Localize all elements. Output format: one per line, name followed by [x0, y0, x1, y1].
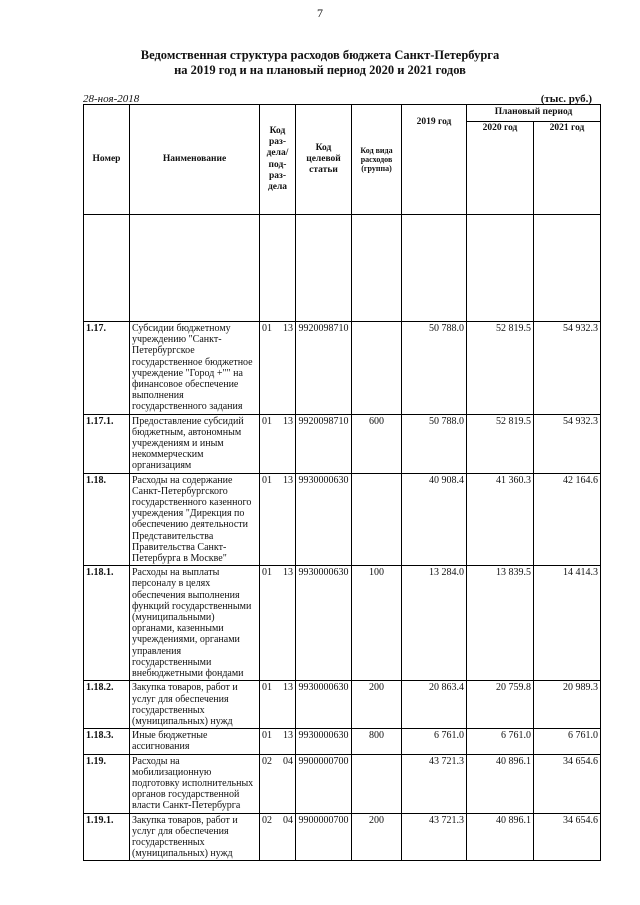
row-article: 9920098710	[296, 414, 352, 473]
row-value-2020: 40 896.1	[467, 754, 534, 813]
row-subsection-code: 13	[283, 474, 293, 486]
row-section-code: 02	[262, 755, 272, 767]
row-value-2019: 20 863.4	[402, 681, 467, 729]
row-name: Предоставление субсидий бюджетным, автономным учреждениям и иным некоммерческим организациям	[130, 414, 260, 473]
row-section	[260, 473, 296, 566]
row-article: 9920098710	[296, 322, 352, 415]
document-title	[0, 48, 640, 78]
header-number: Номер	[84, 105, 130, 215]
row-subsection-code: 13	[283, 415, 293, 427]
row-value-2019: 50 788.0	[402, 322, 467, 415]
table-body	[84, 215, 601, 861]
row-section-code: 01	[262, 415, 272, 427]
row-value-2021: 20 989.3	[534, 681, 601, 729]
row-type: 100	[352, 566, 402, 681]
table-row	[84, 754, 601, 813]
row-subsection-code: 13	[283, 730, 293, 742]
row-article: 9900000700	[296, 813, 352, 861]
table-row	[84, 729, 601, 754]
row-number: 1.18.	[84, 473, 130, 566]
row-name: Расходы на мобилизационную подготовку исполнительных органов государственной власти Санкт-Петербурга	[130, 754, 260, 813]
row-section	[260, 414, 296, 473]
row-number: 1.18.2.	[84, 681, 130, 729]
row-article: 9930000630	[296, 729, 352, 754]
row-type	[352, 754, 402, 813]
row-type	[352, 473, 402, 566]
row-type: 200	[352, 681, 402, 729]
row-value-2021: 54 932.3	[534, 322, 601, 415]
budget-table	[83, 104, 601, 861]
title-line-1: Ведомственная структура расходов бюджета Санкт-Петербурга	[140, 48, 500, 62]
header-plan-period: Плановый период	[467, 105, 601, 122]
row-number: 1.18.3.	[84, 729, 130, 754]
title-line-2: на 2019 год и на плановый период 2020 и 2021 годов	[174, 63, 466, 77]
header-2021: 2021 год	[534, 122, 601, 215]
row-value-2021: 42 164.6	[534, 473, 601, 566]
row-section-code: 02	[262, 814, 272, 826]
row-article: 9930000630	[296, 473, 352, 566]
row-value-2020: 20 759.8	[467, 681, 534, 729]
row-article: 9930000630	[296, 566, 352, 681]
row-name: Расходы на выплаты персоналу в целях обеспечения выполнения функций государственными (муниципальными) органами, казенными учреждениями, органами управления государственными внебюджетными фондами	[130, 566, 260, 681]
header-2020: 2020 год	[467, 122, 534, 215]
row-value-2021: 34 654.6	[534, 813, 601, 861]
header-article: Код целевой статьи	[296, 105, 352, 215]
row-number: 1.18.1.	[84, 566, 130, 681]
spacer-row	[84, 215, 601, 322]
page-number: 7	[317, 6, 323, 20]
row-value-2019: 43 721.3	[402, 813, 467, 861]
row-subsection-code: 13	[283, 682, 293, 694]
row-value-2019: 13 284.0	[402, 566, 467, 681]
table-row	[84, 566, 601, 681]
row-subsection-code: 13	[283, 323, 293, 334]
header-section: Код раз- дела/ под- раз- дела	[260, 105, 296, 215]
row-subsection-code: 04	[283, 814, 293, 826]
row-type: 800	[352, 729, 402, 754]
table-row	[84, 322, 601, 415]
row-value-2020: 6 761.0	[467, 729, 534, 754]
row-section	[260, 813, 296, 861]
row-article: 9930000630	[296, 681, 352, 729]
row-value-2021: 54 932.3	[534, 414, 601, 473]
row-section	[260, 566, 296, 681]
row-name: Субсидии бюджетному учреждению "Санкт-Петербургское государственное бюджетное учреждение "Город +"" на финансовое обеспечение выполнения государственного задания	[130, 322, 260, 415]
row-name: Закупка товаров, работ и услуг для обеспечения государственных (муниципальных) нужд	[130, 681, 260, 729]
row-value-2021: 14 414.3	[534, 566, 601, 681]
row-section	[260, 754, 296, 813]
row-value-2020: 13 839.5	[467, 566, 534, 681]
header-type: Код вида расходов (группа)	[352, 105, 402, 215]
row-name: Расходы на содержание Санкт-Петербургского государственного казенного учреждения "Дирекция по обеспечению деятельности Представительства Правительства Санкт-Петербурга в Москве"	[130, 473, 260, 566]
row-type	[352, 322, 402, 415]
row-value-2021: 6 761.0	[534, 729, 601, 754]
row-subsection-code: 13	[283, 567, 293, 579]
row-name: Закупка товаров, работ и услуг для обеспечения государственных (муниципальных) нужд	[130, 813, 260, 861]
row-section	[260, 729, 296, 754]
row-value-2020: 52 819.5	[467, 414, 534, 473]
table-row	[84, 813, 601, 861]
row-type: 200	[352, 813, 402, 861]
row-subsection-code: 04	[283, 755, 293, 767]
row-section-code: 01	[262, 682, 272, 694]
row-section-code: 01	[262, 474, 272, 486]
row-section	[260, 322, 296, 415]
row-value-2021: 34 654.6	[534, 754, 601, 813]
row-section-code: 01	[262, 730, 272, 742]
row-type: 600	[352, 414, 402, 473]
row-value-2019: 40 908.4	[402, 473, 467, 566]
row-value-2019: 50 788.0	[402, 414, 467, 473]
row-value-2019: 43 721.3	[402, 754, 467, 813]
row-number: 1.17.1.	[84, 414, 130, 473]
table-row	[84, 414, 601, 473]
row-number: 1.19.1.	[84, 813, 130, 861]
header-name: Наименование	[130, 105, 260, 215]
row-value-2020: 52 819.5	[467, 322, 534, 415]
row-section-code: 01	[262, 323, 272, 334]
row-value-2020: 41 360.3	[467, 473, 534, 566]
row-name: Иные бюджетные ассигнования	[130, 729, 260, 754]
row-value-2019: 6 761.0	[402, 729, 467, 754]
units-label: (тыс. руб.)	[540, 93, 592, 105]
row-section	[260, 681, 296, 729]
header-2019: 2019 год	[402, 105, 467, 215]
row-article: 9900000700	[296, 754, 352, 813]
table-row	[84, 473, 601, 566]
row-section-code: 01	[262, 567, 272, 579]
table-row	[84, 681, 601, 729]
document-date: 28-ноя-2018	[83, 93, 140, 105]
row-number: 1.17.	[84, 322, 130, 415]
row-value-2020: 40 896.1	[467, 813, 534, 861]
row-number: 1.19.	[84, 754, 130, 813]
